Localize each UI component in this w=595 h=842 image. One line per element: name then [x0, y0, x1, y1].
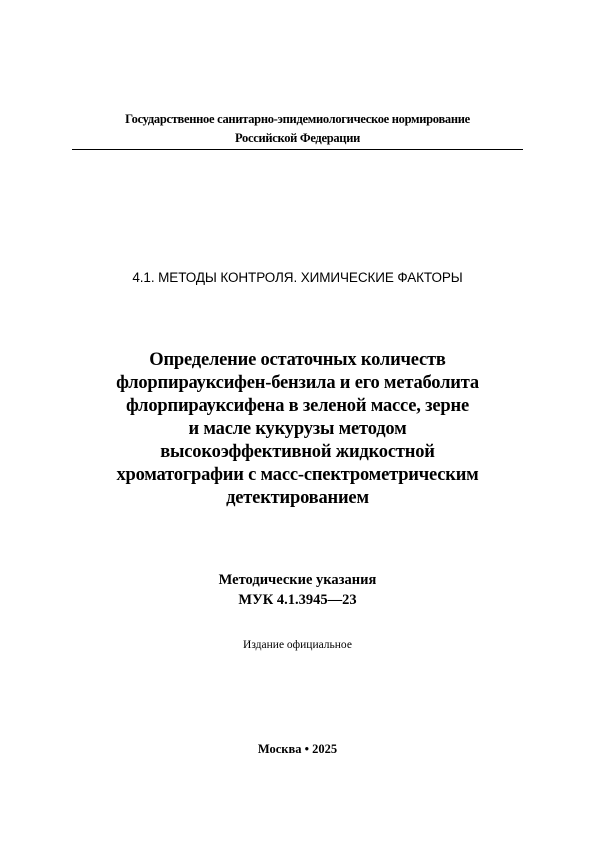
- document-type: [40, 570, 555, 610]
- edition-note: Издание официальное: [243, 639, 352, 651]
- header-line-1: Государственное санитарно-эпидемиологическое нормирование: [125, 112, 470, 126]
- header: [72, 110, 523, 148]
- document-type-label: Методические указания: [218, 572, 377, 588]
- document-code: МУК 4.1.3945—23: [238, 592, 357, 608]
- title-line: Определение остаточных количеств: [149, 350, 446, 370]
- title-line: флорпирауксифена в зеленой массе, зерне: [126, 396, 469, 416]
- title-line: и масле кукурузы методом: [188, 419, 407, 439]
- header-line-2: Российской Федерации: [234, 131, 361, 145]
- header-divider: [72, 149, 523, 150]
- title-line: детектированием: [226, 488, 369, 508]
- footer-place-year: Москва • 2025: [257, 742, 338, 756]
- section-heading: 4.1. МЕТОДЫ КОНТРОЛЯ. ХИМИЧЕСКИЕ ФАКТОРЫ: [132, 270, 463, 285]
- document-title: [40, 349, 555, 510]
- title-line: хроматографии с масс-спектрометрическим: [116, 465, 479, 485]
- title-line: флорпирауксифен-бензила и его метаболита: [116, 373, 479, 393]
- title-line: высокоэффективной жидкостной: [160, 442, 435, 462]
